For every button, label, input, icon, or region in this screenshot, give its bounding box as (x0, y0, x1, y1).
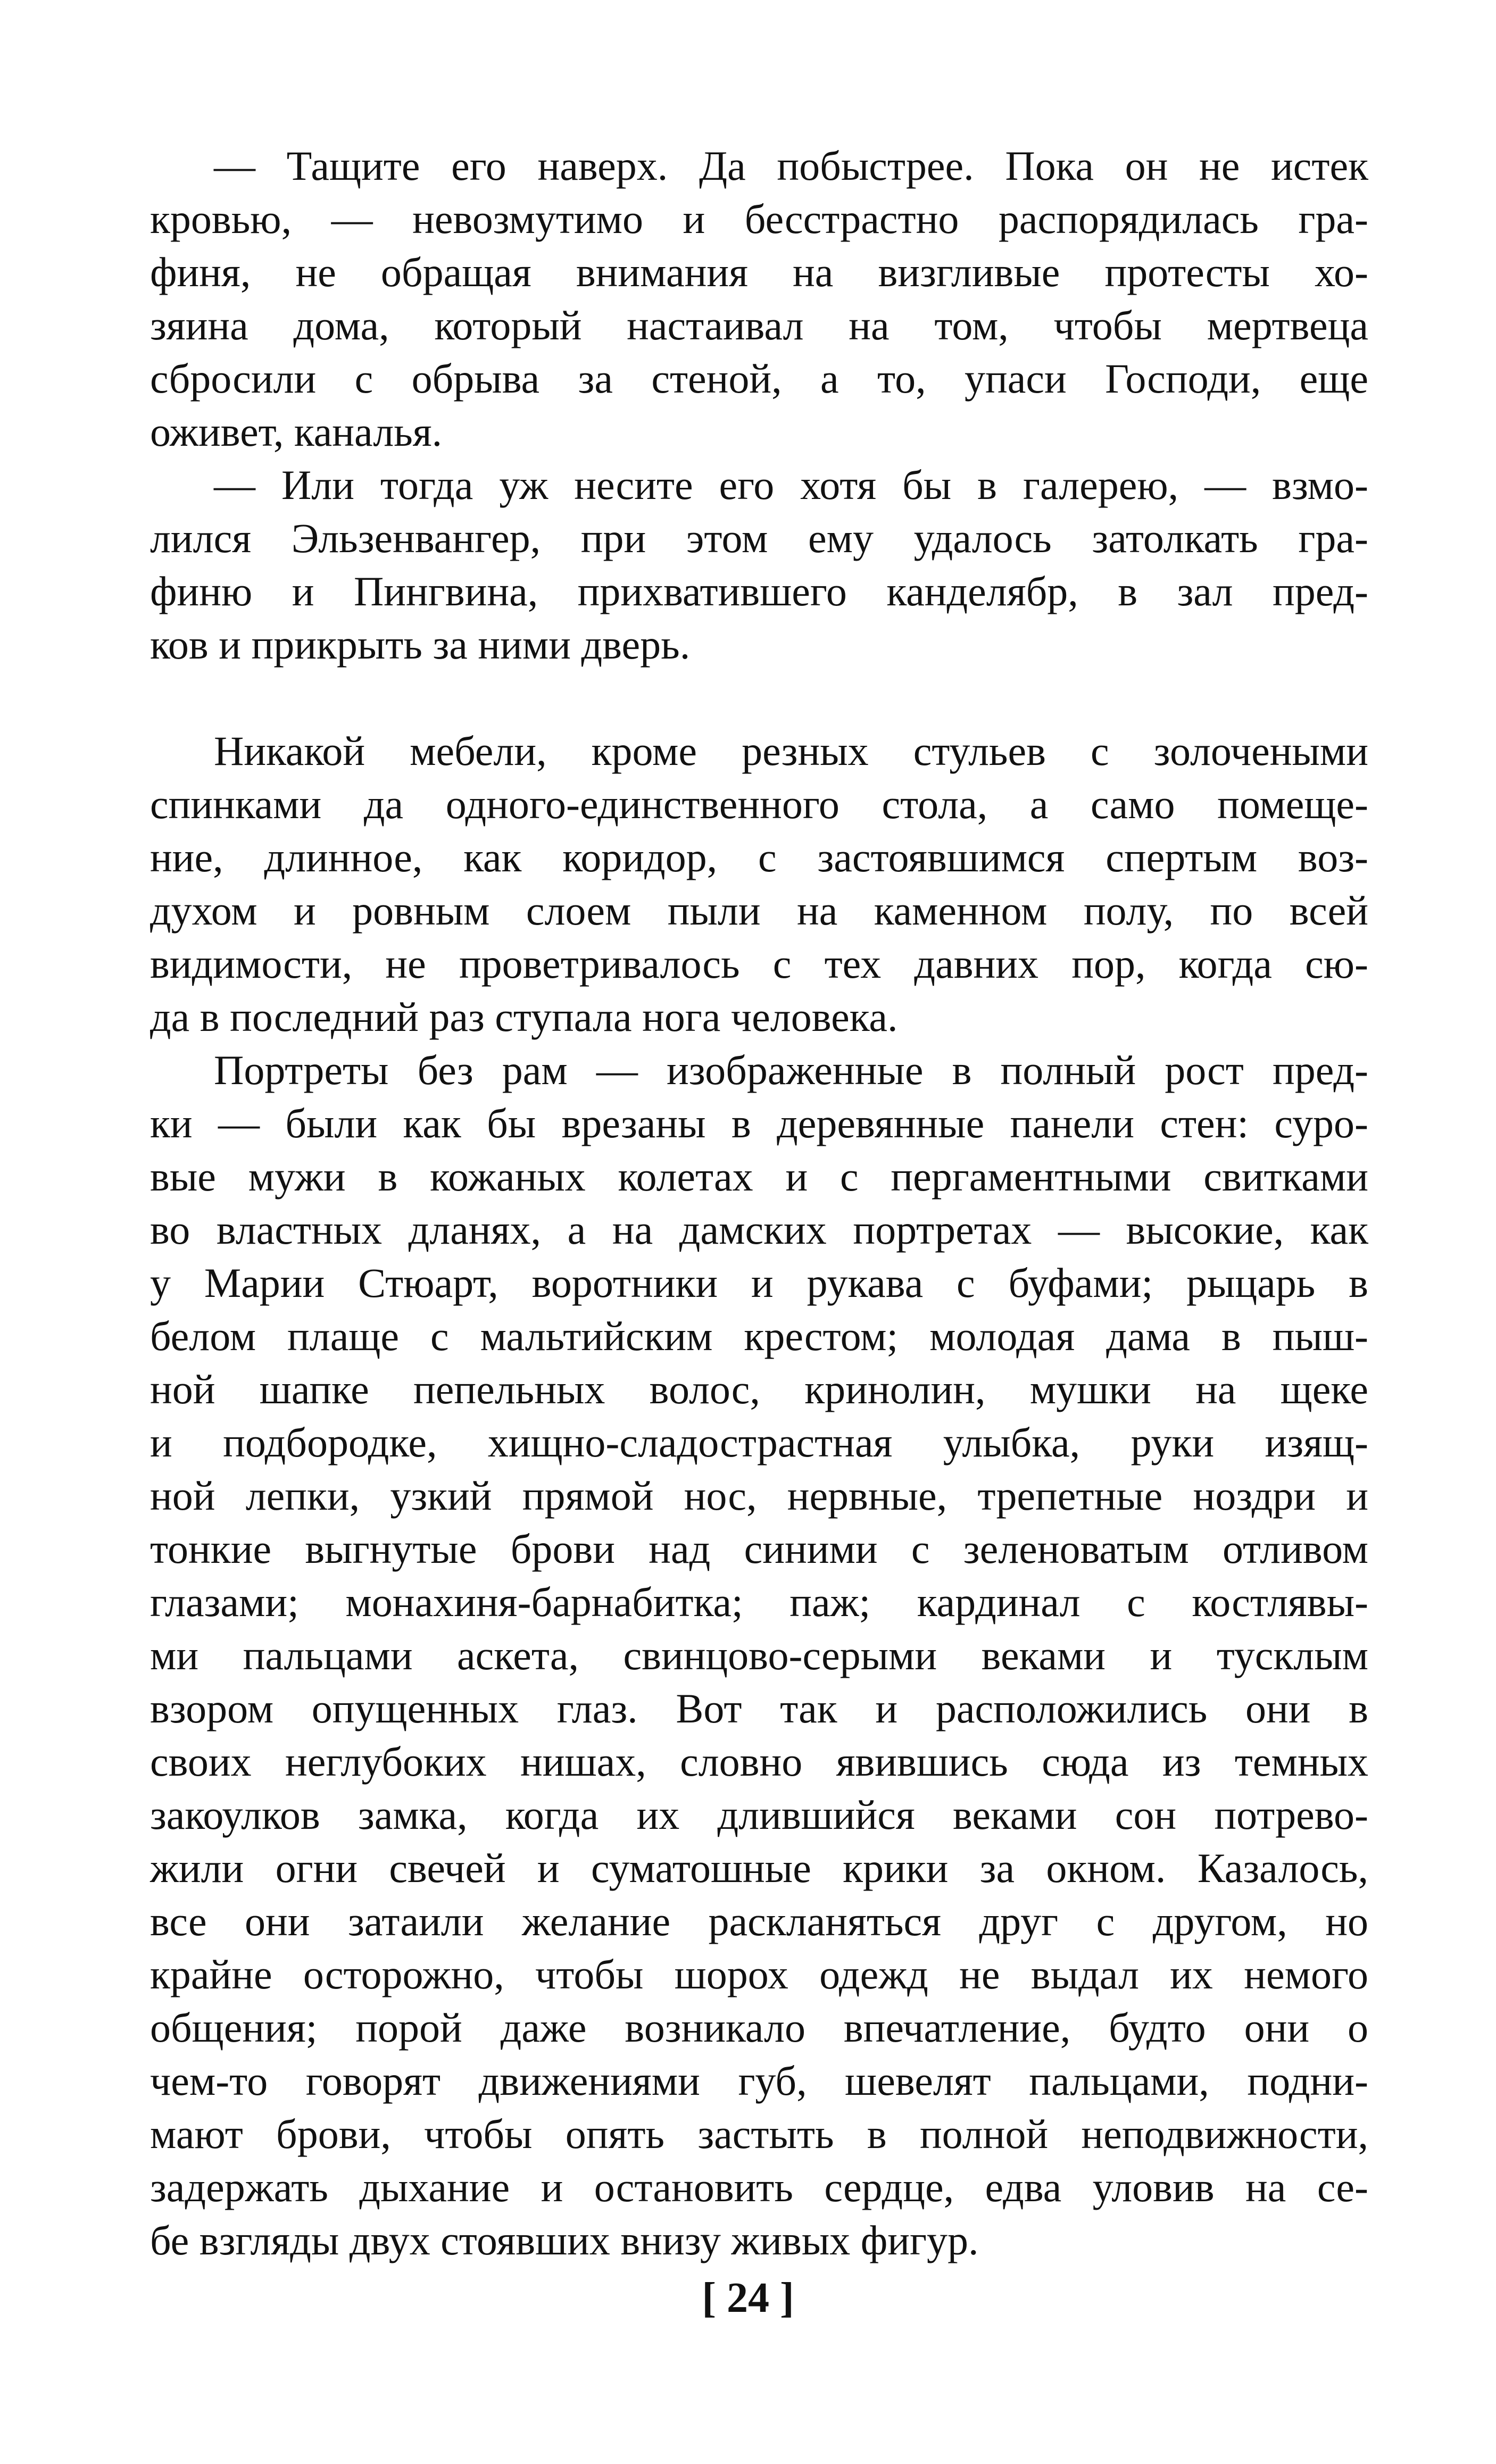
text-line: ной шапке пепельных волос, кринолин, мушки на щеке (150, 1366, 1368, 1412)
text-line: закоулков замка, когда их длившийся веками сон потрево- (150, 1792, 1368, 1838)
text-line: глазами; монахиня-барнабитка; паж; кардинал с костлявы- (150, 1579, 1368, 1625)
dialogue-section (150, 139, 1368, 671)
text-line: ков и прикрыть за ними дверь. (150, 621, 691, 668)
text-line: кровью, — невозмутимо и бесстрастно распорядилась гра- (150, 196, 1368, 242)
page-number: [ 24 ] (702, 2275, 794, 2321)
text-line: духом и ровным слоем пыли на каменном полу, по всей (150, 887, 1368, 934)
text-line: все они затаили желание раскланяться друг с другом, но (150, 1898, 1368, 1944)
text-line: ми пальцами аскета, свинцово-серыми веками и тусклым (150, 1632, 1368, 1678)
text-line: вые мужи в кожаных колетах и с пергаментными свитками (150, 1153, 1368, 1200)
text-line: общения; порой даже возникало впечатление, будто они о (150, 2004, 1368, 2051)
text-line: у Марии Стюарт, воротники и рукава с буфами; рыцарь в (150, 1260, 1368, 1306)
text-line: спинками да одного-единственного стола, а само помеще- (150, 781, 1368, 827)
text-line: чем-то говорят движениями губ, шевелят пальцами, подни- (150, 2058, 1368, 2104)
text-line: бе взгляды двух стоявших внизу живых фигур. (150, 2217, 979, 2263)
text-line: взором опущенных глаз. Вот так и расположились они в (150, 1685, 1368, 1732)
text-line: крайне осторожно, чтобы шорох одежд не выдал их немого (150, 1951, 1368, 1997)
text-line: лился Эльзенвангер, при этом ему удалось затолкать гра- (150, 515, 1368, 561)
text-line: ки — были как бы врезаны в деревянные панели стен: суро- (150, 1100, 1368, 1146)
text-line: жили огни свечей и суматошные крики за окном. Казалось, (150, 1845, 1368, 1891)
text-line: задержать дыхание и остановить сердце, едва уловив на се- (150, 2164, 1368, 2210)
text-line: Никакой мебели, кроме резных стульев с золочеными (214, 728, 1368, 774)
text-line: тонкие выгнутые брови над синими с зеленоватым отливом (150, 1526, 1368, 1572)
text-line: своих неглубоких нишах, словно явившись сюда из темных (150, 1738, 1368, 1785)
text-line: сбросили с обрыва за стеной, а то, упаси Господи, еще (150, 355, 1368, 402)
text-line: оживет, каналья. (150, 409, 443, 455)
text-line: — Тащите его наверх. Да побыстрее. Пока он не истек (214, 143, 1368, 189)
text-line: зяина дома, который настаивал на том, чтобы мертвеца (150, 302, 1368, 348)
text-line: видимости, не проветривалось с тех давних пор, когда сю- (150, 940, 1368, 987)
text-line: финю и Пингвина, прихватившего канделябр, в зал пред- (150, 568, 1368, 614)
text-line: финя, не обращая внимания на визгливые протесты хо- (150, 249, 1368, 295)
text-line: и подбородке, хищно-сладострастная улыбка, руки изящ- (150, 1419, 1368, 1466)
text-line: да в последний раз ступала нога человека. (150, 994, 898, 1040)
text-line: белом плаще с мальтийским крестом; молодая дама в пыш- (150, 1313, 1368, 1359)
text-line: — Или тогда уж несите его хотя бы в галерею, — взмо- (214, 462, 1368, 508)
narrative-section (150, 725, 1368, 2267)
text-line: мают брови, чтобы опять застыть в полной неподвижности, (150, 2111, 1368, 2157)
text-line: Портреты без рам — изображенные в полный рост пред- (214, 1047, 1368, 1093)
text-line: ной лепки, узкий прямой нос, нервные, трепетные ноздри и (150, 1472, 1368, 1519)
text-line: во властных дланях, а на дамских портретах — высокие, как (150, 1206, 1368, 1253)
text-line: ние, длинное, как коридор, с застоявшимся спертым воз- (150, 834, 1368, 880)
